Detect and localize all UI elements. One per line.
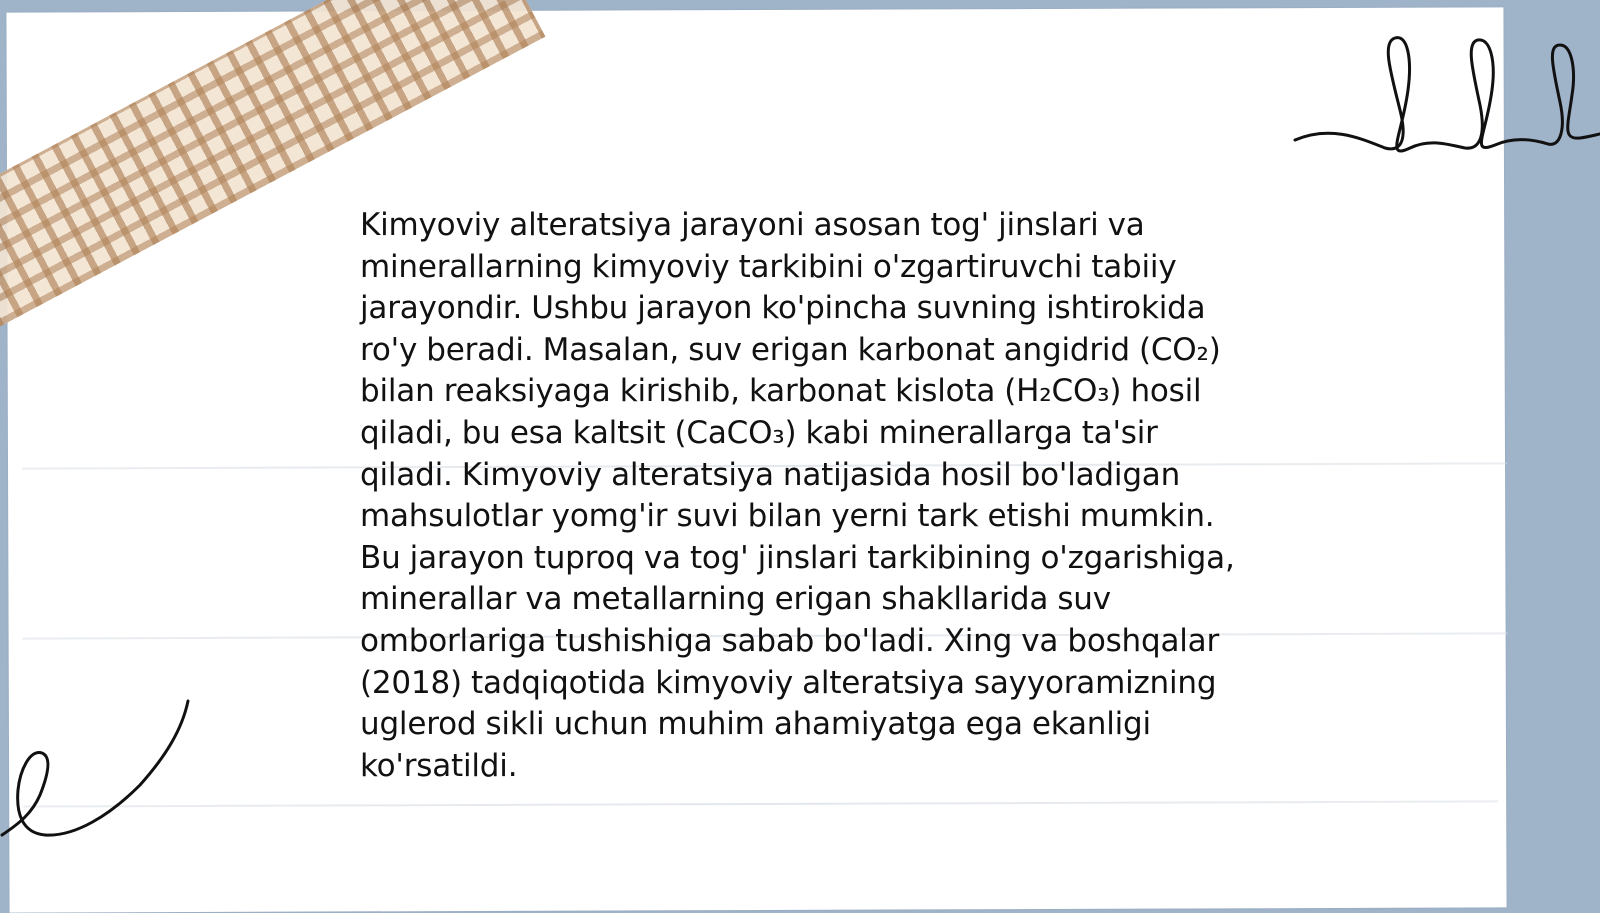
ruled-line	[23, 800, 1498, 807]
body-paragraph: Kimyoviy alteratsiya jarayoni asosan tog' jinslari va minerallarning kimyoviy tarkibini o'zgartiruvchi tabiiy jarayondir. Ushbu jarayon ko'pincha suvning ishtirokida ro'y beradi. Masalan, suv erigan karbonat angidrid (CO₂) bilan reaksiyaga kirishib, karbonat kislota (H₂CO₃) hosil qiladi, bu esa kaltsit (CaCO₃) kabi minerallarga ta'sir qiladi. Kimyoviy alteratsiya natijasida hosil bo'ladigan mahsulotlar yomg'ir suvi bilan yerni tark etishi mumkin. Bu jarayon tuproq va tog' jinslari tarkibining o'zgarishiga, minerallar va metallarning erigan shakllarida suv omborlariga tushishiga sabab bo'ladi. Xing va boshqalar (2018) tadqiqotida kimyoviy alteratsiya sayyoramizning uglerod sikli uchun muhim ahamiyatga ega ekanligi ko'rsatildi.	[360, 207, 1235, 784]
